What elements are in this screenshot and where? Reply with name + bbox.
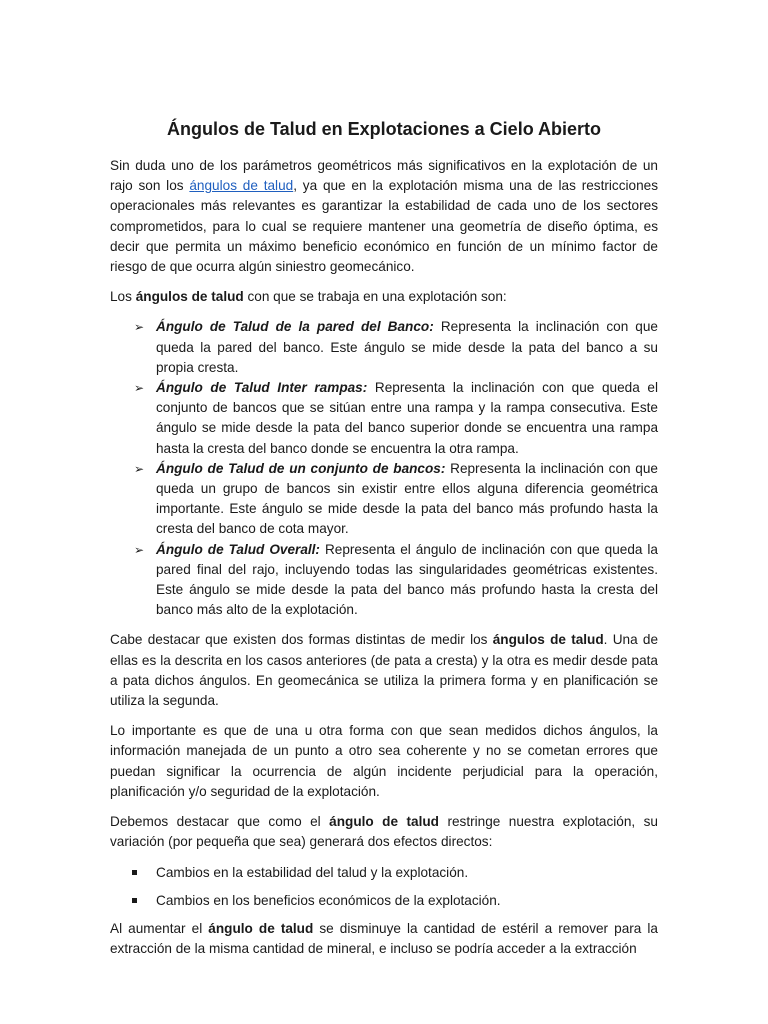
measure-bold-term: ángulos de talud [492,632,604,648]
angle-term: Ángulo de Talud de un conjunto de bancos: [156,460,446,476]
list-item [110,540,658,621]
square-bullet-icon [132,870,137,875]
angle-description: Representa la inclinación con que queda la pared del banco. Este ángulo se mide desde la pata del banco a su propia cresta. [156,319,658,375]
angle-term: Ángulo de Talud Overall: [156,541,320,557]
measure-text-end: . Una de ellas es la descrita en los casos anteriores (de pata a cresta) y la otra es medir desde pata a pata dichos ángulos. En geomecánica se utiliza la primera forma y en planificación se utiliza la segunda. [110,632,659,709]
angle-types-list [110,317,658,620]
angle-description: Representa la inclinación con que queda el conjunto de bancos que se sitúan entre una rampa y la rampa consecutiva. Este ángulo se mide desde la pata del banco superior donde se encuentra una rampa hasta la cresta del banco donde se encuentra la otra rampa. [156,380,658,456]
increase-text-start: Al aumentar el [110,920,209,936]
measure-paragraph [110,630,658,711]
angle-description: Representa la inclinación con que queda un grupo de bancos sin existir entre ellos alguna diferencia geométrica importante. Este ángulo se mide desde la pata del banco más profundo hasta la cresta del banco de cota mayor. [156,460,658,537]
arrow-bullet-icon: ➢ [134,320,145,335]
increase-text-end: se disminuye la cantidad de estéril a remover para la extracción de la misma cantidad de mineral, e incluso se podría acceder a la extracción [110,920,658,957]
intro-text-start: Sin duda uno de los parámetros geométricos más significativos en la explotación de un rajo son los [110,158,658,194]
list-item [110,378,658,459]
effects-list [110,863,658,911]
arrow-bullet-icon: ➢ [134,542,145,557]
effects-bold-term: ángulo de talud [329,814,439,830]
arrow-bullet-icon: ➢ [134,461,145,476]
effect-text: Cambios en los beneficios económicos de la explotación. [156,892,501,908]
angulos-de-talud-link[interactable]: ángulos de talud [189,178,294,194]
effect-text: Cambios en la estabilidad del talud y la explotación. [156,864,469,880]
important-paragraph: Lo importante es que de una u otra forma con que sean medidos dichos ángulos, la información manejada de un punto a otro sea coherente y no se cometan errores que puedan significar la ocurrencia de algún incidente perjudicial para la operación, planificación y/o seguridad de la explotación. [110,723,658,799]
effects-text-end: restringe nuestra explotación, su variación (por pequeña que sea) generará dos efectos directos: [110,814,658,850]
intro-text-end: , ya que en la explotación misma una de las restricciones operacionales más relevantes es garantizar la estabilidad de cada uno de los sectores comprometidos, para lo cual se requiere mantener una geometría de diseño óptima, es decir que permita un máximo beneficio económico en función de un mínimo factor de riesgo de que ocurra algún siniestro geomecánico. [110,178,658,275]
document-page [110,118,658,969]
angle-term: Ángulo de Talud Inter rampas: [156,380,368,396]
lead-text-start: Los [110,289,136,305]
list-item [110,317,658,378]
angle-term: Ángulo de Talud de la pared del Banco: [156,319,434,335]
document-title: Ángulos de Talud en Explotaciones a Cielo Abierto [166,119,602,139]
effects-text-start: Debemos destacar que como el [110,814,330,830]
lead-paragraph [110,287,658,307]
effects-paragraph [110,812,658,852]
list-item [110,891,658,911]
list-item [110,863,658,883]
increase-bold-term: ángulo de talud [208,920,314,936]
lead-text-end: con que se trabaja en una explotación son: [243,289,507,305]
square-bullet-icon [132,898,137,903]
lead-bold-term: ángulos de talud [135,289,244,305]
increase-paragraph [110,919,658,959]
arrow-bullet-icon: ➢ [134,381,145,396]
intro-paragraph [110,156,658,277]
angle-description: Representa el ángulo de inclinación con que queda la pared final del rajo, incluyendo todas las singularidades geométricas existentes. Este ángulo se mide desde la pata del banco más profundo hasta la cresta del banco más alto de la explotación. [156,541,658,618]
measure-text-start: Cabe destacar que existen dos formas distintas de medir los [110,632,493,648]
list-item [110,459,658,540]
